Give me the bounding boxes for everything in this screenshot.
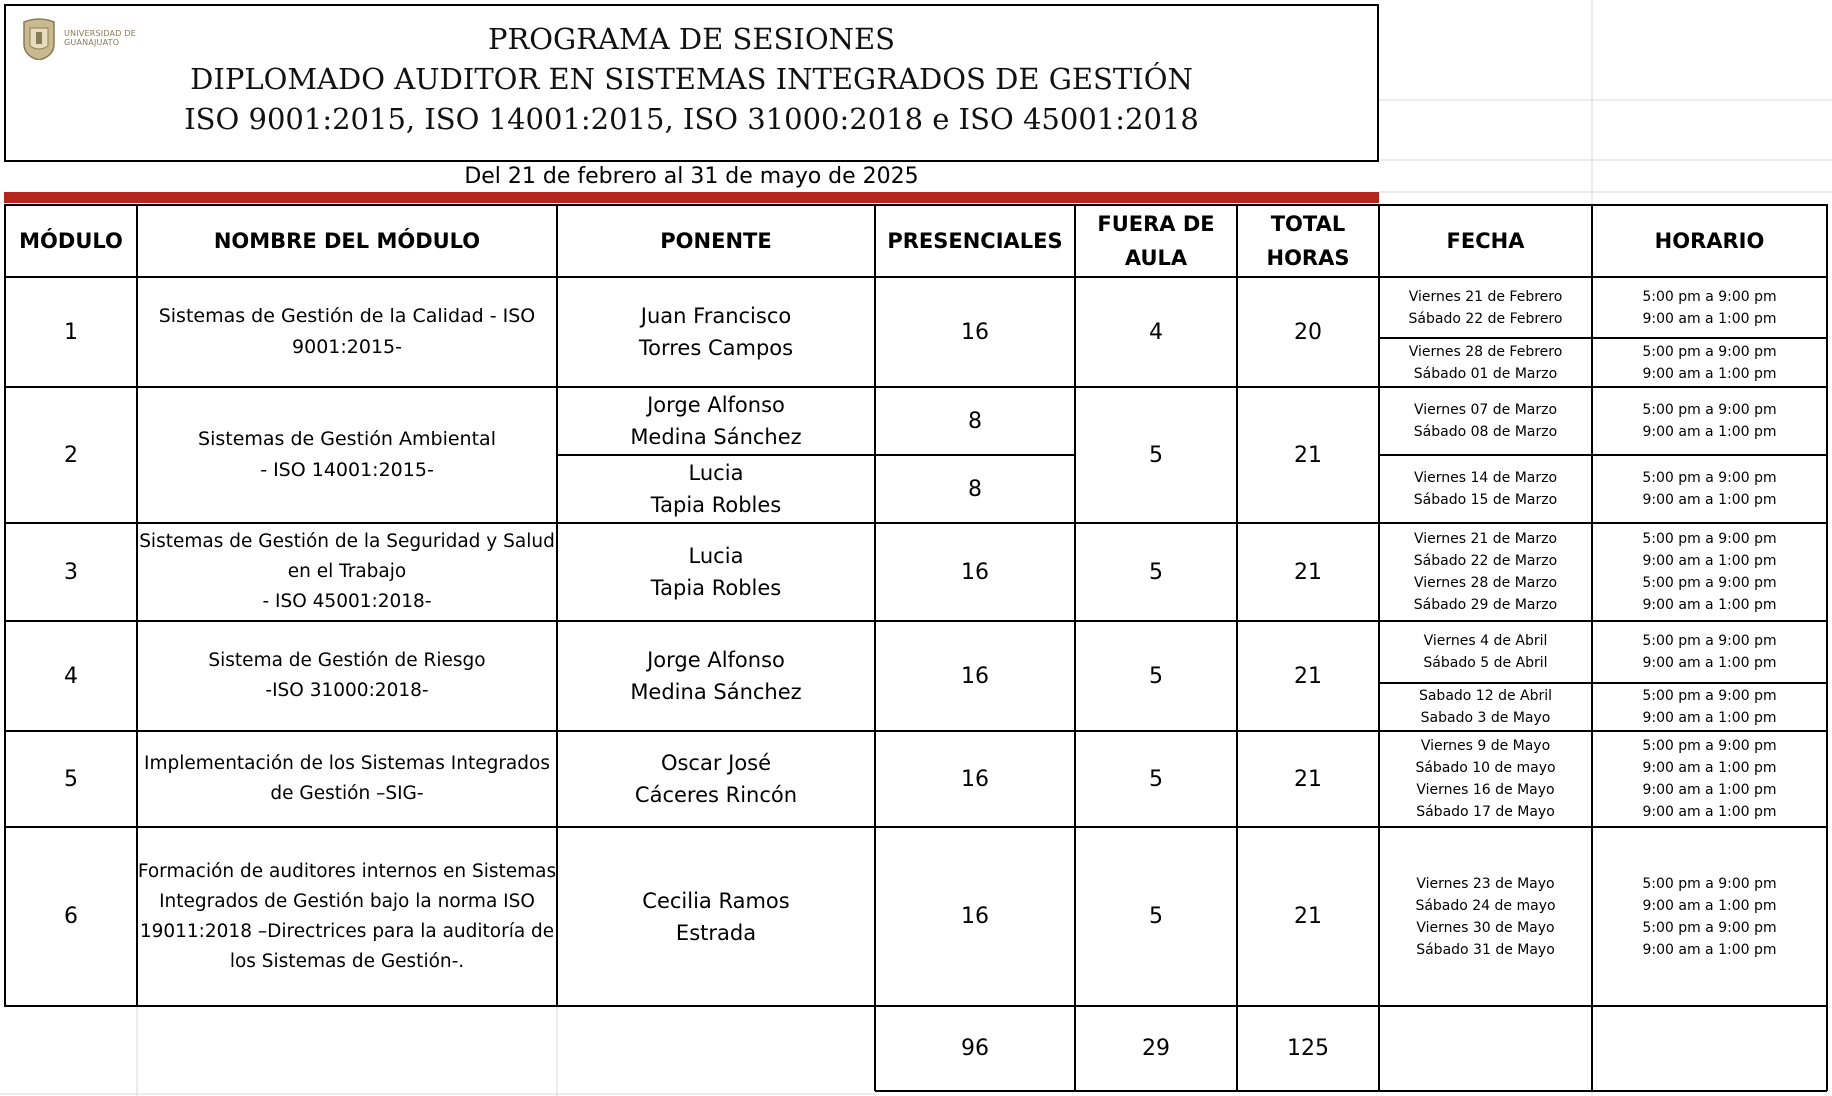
session-times: 5:00 pm a 9:00 pm 9:00 am a 1:00 pm 9:00 am a 1:00 pm 9:00 am a 1:00 pm — [1642, 738, 1777, 820]
header-fecha: FECHA — [1446, 229, 1525, 253]
module-fuera-aula: 4 — [1149, 319, 1163, 345]
module-presenciales: 16 — [961, 559, 989, 585]
module-total-horas: 21 — [1294, 904, 1322, 929]
session-dates: Viernes 28 de Febrero Sábado 01 de Marzo — [1408, 343, 1563, 382]
header-horario: HORARIO — [1654, 229, 1765, 253]
module-presenciales: 16 — [961, 904, 989, 929]
session-dates: Viernes 14 de Marzo Sábado 15 de Marzo — [1413, 470, 1558, 508]
module-number: 5 — [64, 766, 78, 792]
total-presenciales: 96 — [961, 1036, 989, 1061]
module-presenciales: 8 — [968, 408, 982, 434]
module-name: Sistemas de Gestión de la Seguridad y Salud en el Trabajo - ISO 45001:2018- — [139, 531, 555, 612]
date-range: Del 21 de febrero al 31 de mayo de 2025 — [464, 164, 919, 189]
module-ponente: Oscar José Cáceres Rincón — [634, 751, 798, 807]
module-fuera-aula: 5 — [1149, 442, 1163, 468]
module-name: Sistemas de Gestión de la Calidad - ISO 9001:2015- — [158, 305, 536, 358]
module-fuera-aula: 5 — [1149, 766, 1163, 792]
module-ponente: Juan Francisco Torres Campos — [638, 304, 794, 360]
session-dates: Viernes 23 de Mayo Sábado 24 de mayo Viernes 30 de Mayo Sábado 31 de Mayo — [1415, 875, 1556, 958]
module-presenciales: 16 — [961, 663, 989, 689]
module-fuera-aula: 5 — [1149, 663, 1163, 689]
session-dates: Viernes 4 de Abril Sábado 5 de Abril — [1423, 633, 1548, 671]
module-name: Sistema de Gestión de Riesgo -ISO 31000:2018- — [208, 650, 486, 701]
module-presenciales: 16 — [961, 766, 989, 792]
module-ponente: Lucia Tapia Robles — [650, 461, 782, 517]
header-total-horas: TOTAL HORAS — [1266, 212, 1350, 270]
module-number: 1 — [64, 319, 78, 345]
module-ponente: Jorge Alfonso Medina Sánchez — [630, 393, 802, 449]
logo-line-2: GUANAJUATO — [64, 38, 120, 47]
module-number: 3 — [64, 559, 78, 585]
module-name: Sistemas de Gestión Ambiental - ISO 14001:2015- — [198, 428, 496, 481]
session-times: 5:00 pm a 9:00 pm 9:00 am a 1:00 pm — [1642, 343, 1777, 382]
session-dates: Viernes 21 de Marzo Sábado 22 de Marzo Viernes 28 de Marzo Sábado 29 de Marzo — [1413, 531, 1558, 613]
module-number: 4 — [64, 663, 78, 689]
session-times: 5:00 pm a 9:00 pm 9:00 am a 1:00 pm — [1642, 402, 1777, 440]
module-fuera-aula: 5 — [1149, 904, 1163, 929]
header-ponente: PONENTE — [660, 229, 772, 253]
session-times: 5:00 pm a 9:00 pm 9:00 am a 1:00 pm — [1642, 288, 1777, 327]
session-times: 5:00 pm a 9:00 pm 9:00 am a 1:00 pm — [1642, 688, 1777, 726]
accent-bar — [4, 192, 1379, 203]
session-times: 5:00 pm a 9:00 pm 9:00 am a 1:00 pm 5:00 pm a 9:00 pm 9:00 am a 1:00 pm — [1642, 531, 1777, 613]
module-number: 6 — [64, 904, 78, 929]
header-fuera-de-aula: FUERA DE AULA — [1097, 212, 1215, 270]
session-dates: Sabado 12 de Abril Sabado 3 de Mayo — [1418, 688, 1553, 726]
title-line-2: DIPLOMADO AUDITOR EN SISTEMAS INTEGRADOS DE GESTIÓN — [190, 62, 1193, 96]
module-total-horas: 20 — [1294, 319, 1322, 345]
header-presenciales: PRESENCIALES — [887, 229, 1063, 253]
total-fuera-aula: 29 — [1142, 1036, 1170, 1061]
module-ponente: Jorge Alfonso Medina Sánchez — [630, 648, 802, 704]
session-dates: Viernes 9 de Mayo Sábado 10 de mayo Viernes 16 de Mayo Sábado 17 de Mayo — [1415, 738, 1556, 820]
module-total-horas: 21 — [1294, 766, 1322, 792]
module-fuera-aula: 5 — [1149, 559, 1163, 585]
session-times: 5:00 pm a 9:00 pm 9:00 am a 1:00 pm 5:00 pm a 9:00 pm 9:00 am a 1:00 pm — [1642, 875, 1777, 958]
session-times: 5:00 pm a 9:00 pm 9:00 am a 1:00 pm — [1642, 633, 1777, 671]
session-times: 5:00 pm a 9:00 pm 9:00 am a 1:00 pm — [1642, 470, 1777, 508]
module-total-horas: 21 — [1294, 442, 1322, 468]
logo-line-1: UNIVERSIDAD DE — [64, 29, 136, 38]
header-modulo: MÓDULO — [19, 229, 123, 253]
session-dates: Viernes 21 de Febrero Sábado 22 de Febrero — [1408, 288, 1563, 327]
module-ponente: Lucia Tapia Robles — [650, 544, 782, 600]
module-ponente: Cecilia Ramos Estrada — [642, 888, 790, 945]
module-total-horas: 21 — [1294, 663, 1322, 689]
header-nombre: NOMBRE DEL MÓDULO — [213, 229, 481, 253]
module-name: Formación de auditores internos en Sistemas Integrados de Gestión bajo la norma ISO 19011:2018 –Directrices para la auditoría de los Sistemas de Gestión-. — [137, 860, 557, 972]
module-name: Implementación de los Sistemas Integrados de Gestión –SIG- — [144, 753, 550, 804]
title-line-1: PROGRAMA DE SESIONES — [487, 22, 896, 56]
module-presenciales: 8 — [968, 476, 982, 502]
module-number: 2 — [64, 442, 78, 468]
module-total-horas: 21 — [1294, 559, 1322, 585]
title-line-3: ISO 9001:2015, ISO 14001:2015, ISO 31000:2018 e ISO 45001:2018 — [184, 102, 1199, 136]
total-horas: 125 — [1287, 1036, 1329, 1061]
session-dates: Viernes 07 de Marzo Sábado 08 de Marzo — [1413, 402, 1558, 440]
module-presenciales: 16 — [961, 319, 989, 345]
